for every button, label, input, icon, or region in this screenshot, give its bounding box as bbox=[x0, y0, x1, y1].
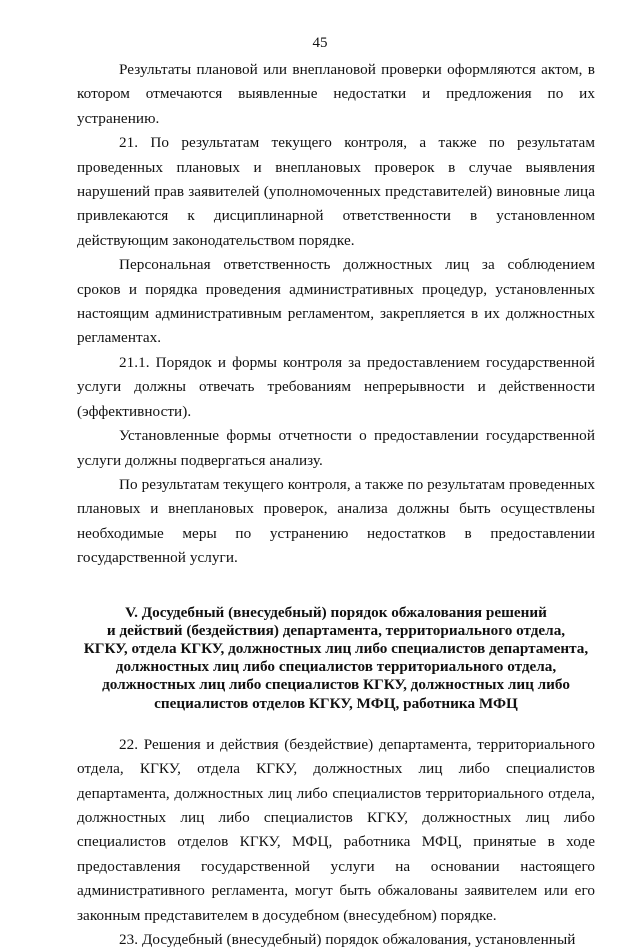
section-heading-line: должностных лиц либо специалистов КГКУ, должностных лиц либо bbox=[102, 676, 570, 694]
paragraph-act-results: Результаты плановой или внеплановой проверки оформляются актом, в котором отмечаются выявленные недостатки и предложения по их устранению. bbox=[77, 61, 595, 127]
paragraph-current-control: По результатам текущего контроля, а также по результатам проведенных плановых и внеплановых проверок, анализа должны быть осуществлены необходимые меры по устранению недостатков в предоставлении государственной услуги. bbox=[77, 475, 595, 567]
paragraph-23: 23. Досудебный (внесудебный) порядок обжалования, установленный bbox=[119, 931, 576, 948]
paragraph-21: 21. По результатам текущего контроля, а также по результатам проведенных плановых и внеплановых проверок в случае выявления нарушений прав заявителей (уполномоченных представителей) виновные лица привлекаются к дисциплинарной ответственности в установленном действующим законодательством порядке. bbox=[77, 134, 595, 249]
section-heading-line: и действий (бездействия) департамента, территориального отдела, bbox=[106, 621, 566, 639]
paragraph-reporting-forms: Установленные формы отчетности о предоставлении государственной услуги должны подвергаться анализу. bbox=[77, 427, 595, 469]
section-heading bbox=[77, 604, 595, 713]
paragraph-21-1: 21.1. Порядок и формы контроля за предоставлением государственной услуги должны отвечать требованиям непрерывности и действенности (эффективности). bbox=[77, 353, 595, 420]
document-body bbox=[77, 58, 595, 952]
section-heading-line: V. Досудебный (внесудебный) порядок обжалования решений bbox=[125, 603, 547, 621]
page-number: 45 bbox=[312, 35, 328, 51]
section-heading-line: КГКУ, отдела КГКУ, должностных лиц либо специалистов департамента, bbox=[83, 639, 589, 657]
paragraph-22: 22. Решения и действия (бездействие) департамента, территориального отдела, КГКУ, отдела КГКУ, должностных лиц либо специалистов департамента, должностных лиц либо специалистов территориального отдела, должностных лиц либо специалистов КГКУ, должностных лиц либо специалистов отделов КГКУ, МФЦ, работника МФЦ, принятые в ходе предоставления государственной услуги на основании настоящего административного регламента, могут быть обжалованы заявителем или его законным представителем в досудебном (внесудебном) порядке. bbox=[77, 735, 595, 924]
paragraph-personal-responsibility: Персональная ответственность должностных лиц за соблюдением сроков и порядка проведения административных процедур, установленных настоящим административным регламентом, закрепляется в их должностных регламентах. bbox=[77, 256, 595, 347]
section-heading-line: специалистов отделов КГКУ, МФЦ, работника МФЦ bbox=[154, 694, 518, 712]
section-heading-line: должностных лиц либо специалистов территориального отдела, bbox=[115, 658, 557, 676]
